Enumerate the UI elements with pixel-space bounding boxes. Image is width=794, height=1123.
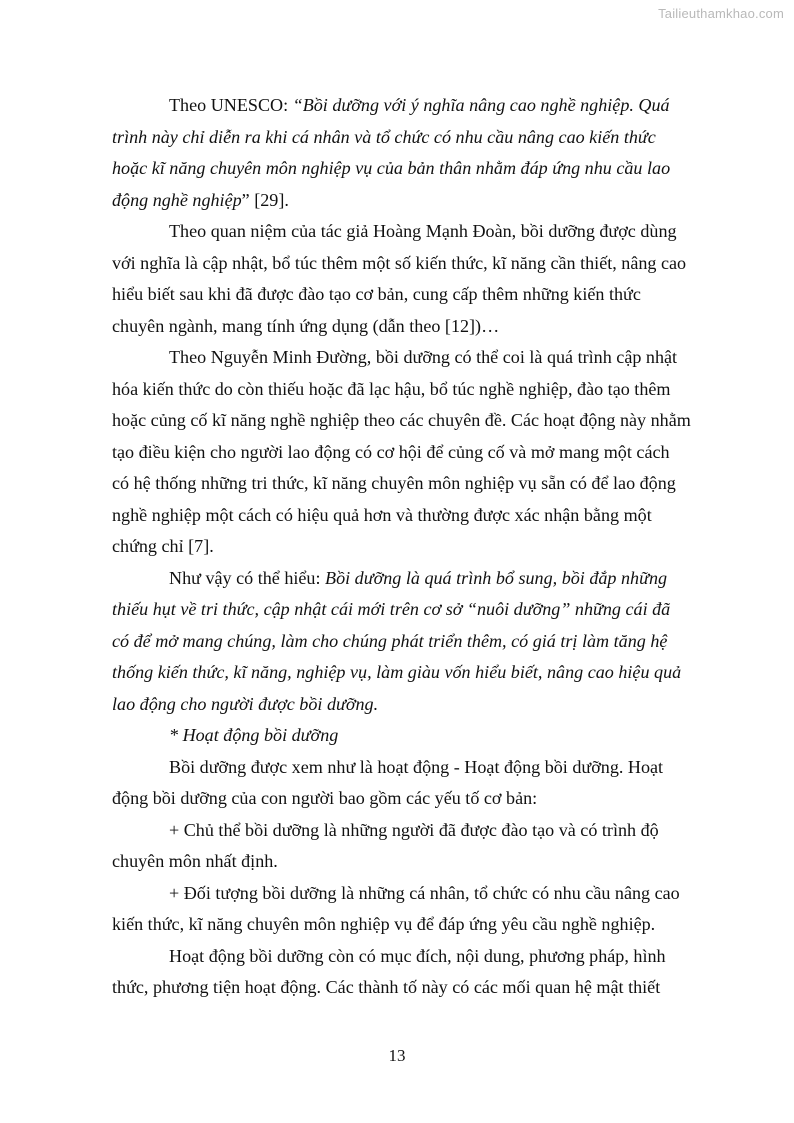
paragraph-unesco-definition [112, 90, 718, 216]
paragraph-lead: Như vậy có thể hiểu: [169, 567, 326, 588]
paragraph-nguyen-minh-duong: Theo Nguyễn Minh Đường, bồi dưỡng có thể coi là quá trình cập nhật hóa kiến thức do còn thiếu hoặc đã lạc hậu, bổ túc nghề nghiệp, đào tạo thêm hoặc củng cố kĩ năng nghề nghiệp theo các chuyên đề. Các hoạt động này nhằm tạo điều kiện cho người lao động có cơ hội để củng cố và mở mang một cách có hệ thống những tri thức, kĩ năng chuyên môn nghiệp vụ sẵn có để lao động nghề nghiệp một cách có hiệu quả hơn và thường được xác nhận bằng một chứng chỉ [7]. [112, 347, 691, 556]
section-heading-text: * Hoạt động bồi dưỡng [169, 725, 339, 745]
section-heading-training-activity [112, 720, 718, 752]
paragraph-lead: Theo UNESCO: [169, 95, 293, 115]
citation: ” [29]. [241, 189, 289, 210]
list-item-object: + Đối tượng bồi dưỡng là những cá nhân, tổ chức có nhu cầu nâng cao kiến thức, kĩ năng chuyên môn nghiệp vụ để đáp ứng yêu cầu nghề nghiệp. [112, 882, 680, 934]
unesco-quote: “Bồi dưỡng với ý nghĩa nâng cao nghề nghiệp. Quá trình này chỉ diễn ra khi cá nhân và tổ chức có nhu cầu nâng cao kiến thức hoặc kĩ năng chuyên môn nghiệp vụ của bản thân nhằm đáp ứng nhu cầu lao động nghề nghiệp [112, 95, 671, 210]
watermark: Tailieuthamkhao.com [658, 6, 784, 21]
paragraph-hoang-manh-doan: Theo quan niệm của tác giả Hoàng Mạnh Đoàn, bồi dưỡng được dùng với nghĩa là cập nhật, bổ túc thêm một số kiến thức, kĩ năng cần thiết, nâng cao hiểu biết sau khi đã được đào tạo cơ bản, cung cấp thêm những kiến thức chuyên ngành, mang tính ứng dụng (dẫn theo [12])… [112, 221, 687, 336]
paragraph-activity-components: Hoạt động bồi dưỡng còn có mục đích, nội dung, phương pháp, hình thức, phương tiện hoạt động. Các thành tố này có các mối quan hệ mật thiết [112, 945, 666, 997]
paragraph-activity-elements: Bồi dưỡng được xem như là hoạt động - Hoạt động bồi dưỡng. Hoạt động bồi dưỡng của con người bao gồm các yếu tố cơ bản: [112, 756, 664, 808]
list-item-subject: + Chủ thể bồi dưỡng là những người đã được đào tạo và có trình độ chuyên môn nhất định. [112, 819, 659, 871]
paragraph-summary-definition [112, 563, 718, 721]
summary-definition-text: Bồi dưỡng là quá trình bổ sung, bồi đắp những thiếu hụt về tri thức, cập nhật cái mới trên cơ sở “nuôi dưỡng” những cái đã có để mở mang chúng, làm cho chúng phát triển thêm, có giá trị làm tăng hệ thống kiến thức, kĩ năng, nghiệp vụ, làm giàu vốn hiểu biết, nâng cao hiệu quả lao động cho người được bồi dưỡng. [112, 567, 682, 714]
page-number: 13 [388, 1046, 406, 1065]
document-body [112, 90, 718, 1004]
